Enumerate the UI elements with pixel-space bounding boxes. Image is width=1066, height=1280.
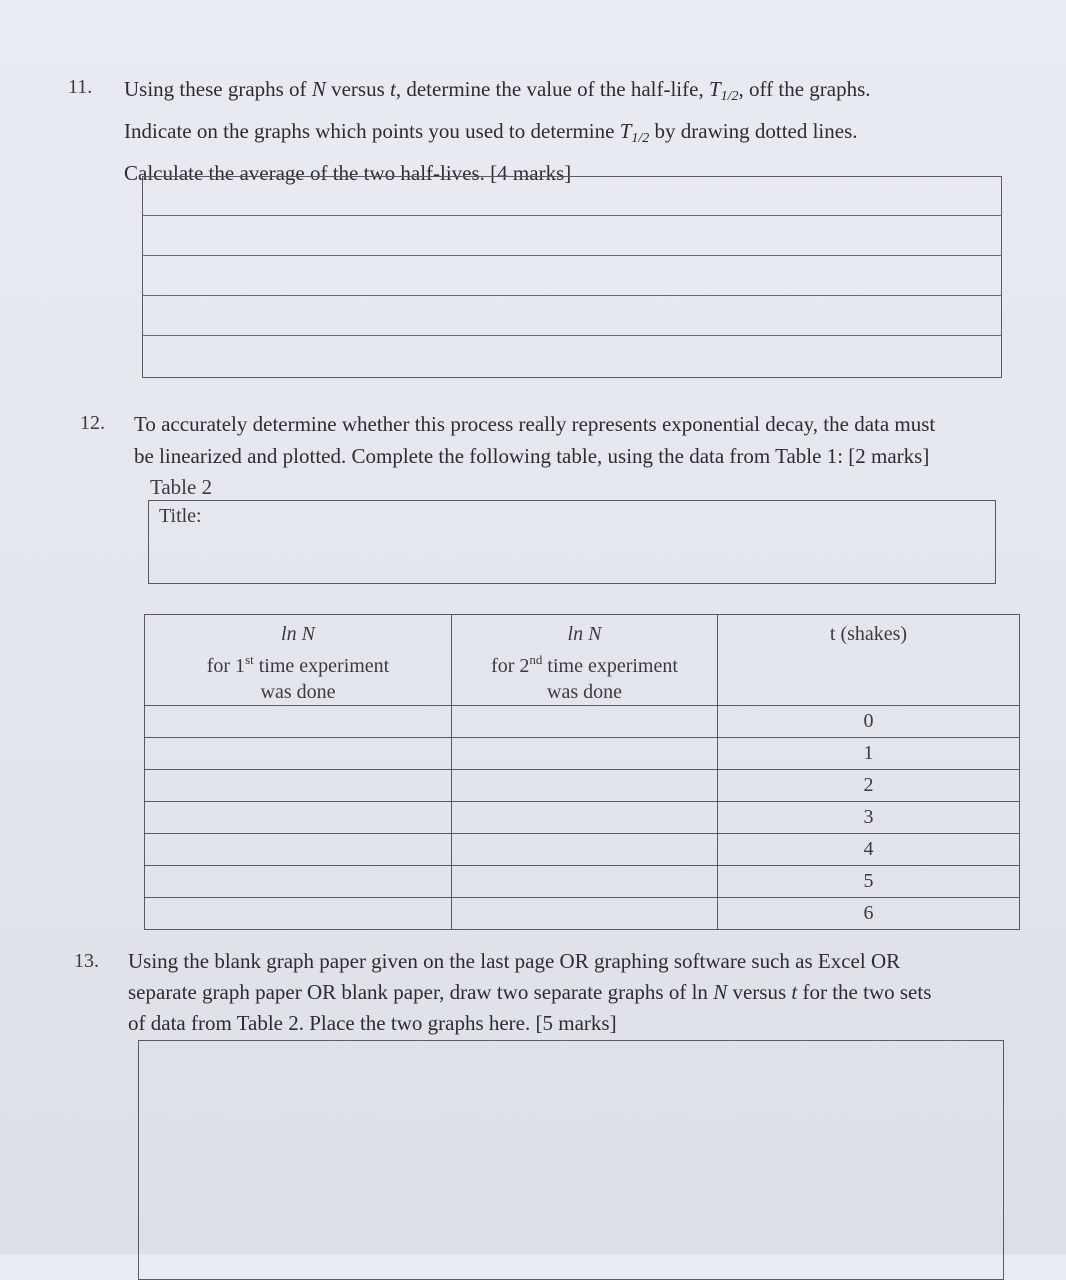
ln-n-second-cell[interactable]	[452, 834, 718, 866]
ln-n-second-cell[interactable]	[452, 866, 718, 898]
q11-text	[124, 72, 1004, 190]
table-title-box[interactable]	[148, 500, 996, 584]
table-header-row	[145, 615, 1020, 706]
ln-n-first-cell[interactable]	[145, 770, 452, 802]
header-ln-n-second: ln N for 2nd time experiment was done	[452, 615, 718, 706]
table-row	[145, 706, 1020, 738]
t-value-cell: 3	[718, 802, 1020, 834]
t-value-cell: 4	[718, 834, 1020, 866]
q11-answer-line	[143, 335, 1001, 336]
table-2	[144, 614, 1020, 930]
ln-n-first-cell[interactable]	[145, 834, 452, 866]
ln-n-second-cell[interactable]	[452, 738, 718, 770]
ln-n-second-cell[interactable]	[452, 706, 718, 738]
header-ln-n-first: ln N for 1st time experiment was done	[145, 615, 452, 706]
t-value-cell: 0	[718, 706, 1020, 738]
ln-n-first-cell[interactable]	[145, 802, 452, 834]
t-value-cell: 2	[718, 770, 1020, 802]
q11-line1: Using these graphs of N versus t, determine the value of the half-life, $T_{1/2}$, off the graphs.	[124, 77, 871, 104]
ln-n-first-cell[interactable]	[145, 898, 452, 930]
ln-n-second-cell[interactable]	[452, 802, 718, 834]
q11-line2: Indicate on the graphs which points you used to determine $T_{1/2}$ by drawing dotted lines.	[124, 119, 858, 146]
header-t-shakes: t (shakes)	[718, 615, 1020, 706]
table-title-label: Title:	[159, 505, 202, 527]
q12-line1: To accurately determine whether this process really represents exponential decay, the data must	[134, 412, 936, 436]
table-row	[145, 898, 1020, 930]
q13-graph-box[interactable]	[138, 1040, 1004, 1280]
q11-answer-box[interactable]	[142, 176, 1002, 378]
t-value-cell: 6	[718, 898, 1020, 930]
q13-line3: of data from Table 2. Place the two graphs here. [5 marks]	[128, 1011, 617, 1035]
table-2-label: Table 2	[150, 475, 213, 499]
table-row	[145, 834, 1020, 866]
q13-line1: Using the blank graph paper given on the last page OR graphing software such as Excel OR	[128, 949, 901, 973]
ln-n-first-cell[interactable]	[145, 866, 452, 898]
q13-number: 13.	[74, 950, 99, 972]
t-value-cell: 1	[718, 738, 1020, 770]
q11-line3: Calculate the average of the two half-lives. [4 marks]	[124, 161, 572, 185]
t-value-cell: 5	[718, 866, 1020, 898]
ln-n-first-cell[interactable]	[145, 706, 452, 738]
ln-n-second-cell[interactable]	[452, 770, 718, 802]
q13-line2: separate graph paper OR blank paper, draw two separate graphs of ln N versus t for the two sets	[128, 980, 932, 1004]
table-row	[145, 802, 1020, 834]
q12-number: 12.	[80, 412, 105, 434]
table-row	[145, 866, 1020, 898]
table-row	[145, 738, 1020, 770]
q13-text	[128, 946, 1008, 1039]
table-row	[145, 770, 1020, 802]
q12-text	[134, 408, 1014, 472]
q12-line2: be linearized and plotted. Complete the following table, using the data from Table 1: [2 marks]	[134, 444, 930, 468]
q11-answer-line	[143, 255, 1001, 256]
q11-answer-line	[143, 215, 1001, 216]
q11-number: 11.	[68, 76, 93, 98]
ln-n-first-cell[interactable]	[145, 738, 452, 770]
ln-n-second-cell[interactable]	[452, 898, 718, 930]
q11-answer-line	[143, 295, 1001, 296]
